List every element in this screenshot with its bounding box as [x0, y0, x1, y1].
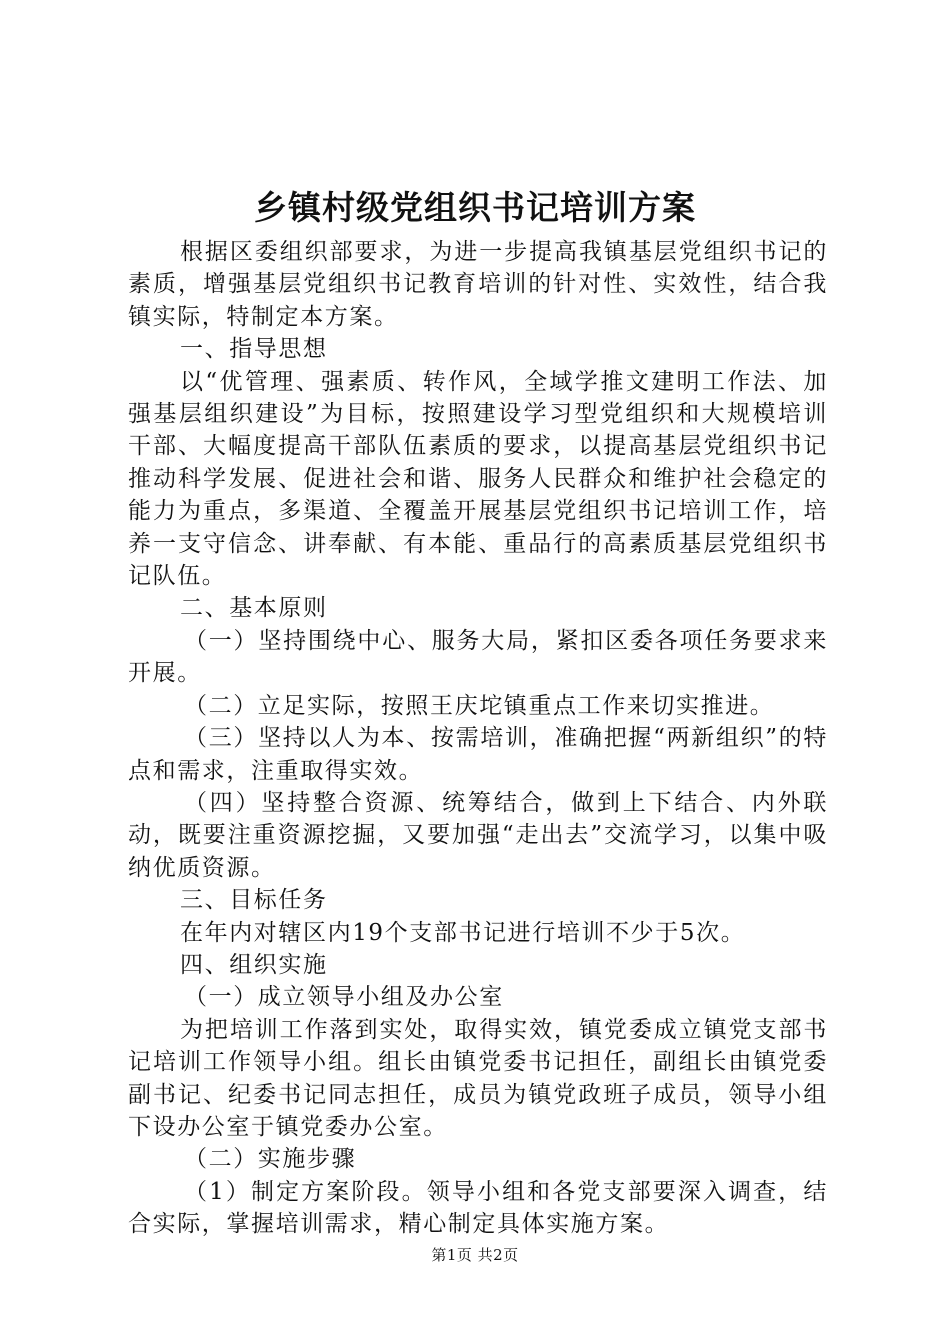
section-heading-basic-principles: 二、基本原则 [180, 595, 328, 622]
section-heading-goals: 三、目标任务 [180, 887, 328, 914]
principle-4-paragraph: （四）坚持整合资源、统筹结合，做到上下结合、内外联动，既要注重资源挖掘，又要加强“走出去”交流学习，以集中吸纳优质资源。 [128, 789, 828, 881]
subsection-heading-steps: （二）实施步骤 [184, 1146, 357, 1173]
leadership-group-paragraph: 为把培训工作落到实处，取得实效，镇党委成立镇党支部书记培训工作领导小组。组长由镇党委书记担任，副组长由镇党委副书记、纪委书记同志担任，成员为镇党政班子成员，领导小组下设办公室于镇党委办公室。 [128, 1016, 828, 1140]
subsection-heading-leadership-group: （一）成立领导小组及办公室 [184, 984, 504, 1011]
document-body [128, 236, 828, 1241]
principle-2-paragraph: （二）立足实际，按照王庆坨镇重点工作来切实推进。 [184, 692, 775, 719]
page-footer: 第1页 共2页 [431, 1246, 519, 1264]
guiding-ideology-paragraph: 以“优管理、强素质、转作风，全域学推文建明工作法、加强基层组织建设”为目标，按照建设学习型党组织和大规模培训干部、大幅度提高干部队伍素质的要求，以提高基层党组织书记推动科学发展、促进社会和谐、服务人民群众和维护社会稳定的能力为重点，多渠道、全覆盖开展基层党组织书记培训工作，培养一支守信念、讲奉献、有本能、重品行的高素质基层党组织书记队伍。 [128, 368, 828, 590]
section-heading-implementation: 四、组织实施 [180, 951, 328, 978]
step-1-paragraph: （1）制定方案阶段。领导小组和各党支部要深入调查，结合实际，掌握培训需求，精心制定具体实施方案。 [128, 1178, 828, 1238]
intro-paragraph: 根据区委组织部要求，为进一步提高我镇基层党组织书记的素质，增强基层党组织书记教育培训的针对性、实效性，结合我镇实际，特制定本方案。 [128, 239, 828, 330]
section-heading-guiding-ideology: 一、指导思想 [180, 336, 328, 363]
principle-3-paragraph: （三）坚持以人为本、按需培训，准确把握“两新组织”的特点和需求，注重取得实效。 [128, 725, 828, 784]
goals-paragraph: 在年内对辖区内19个支部书记进行培训不少于5次。 [180, 919, 746, 946]
principle-1-paragraph: （一）坚持围绕中心、服务大局，紧扣区委各项任务要求来开展。 [128, 627, 828, 687]
document-title: 乡镇村级党组织书记培训方案 [254, 188, 696, 227]
